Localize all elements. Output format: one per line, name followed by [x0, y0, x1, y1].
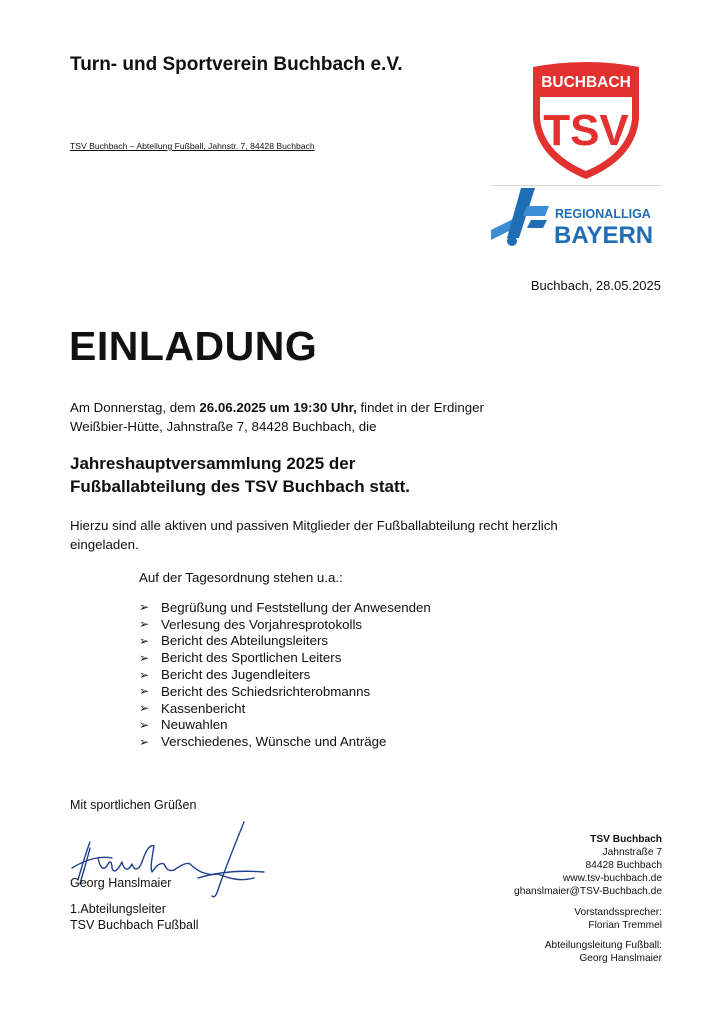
- agenda-item: [139, 633, 431, 650]
- contact-org: TSV Buchbach: [590, 834, 662, 845]
- agenda-item-text: Bericht des Abteilungsleiters: [161, 633, 329, 649]
- spacer: [514, 898, 662, 906]
- contact-block: [514, 833, 662, 965]
- arrow-bullet-icon: ➢: [139, 617, 150, 632]
- regionalliga-bayern-logo: [491, 186, 663, 248]
- contact-website: www.tsv-buchbach.de: [562, 873, 662, 884]
- spacer: [514, 932, 662, 939]
- signatory-role-line2: TSV Buchbach Fußball: [70, 918, 199, 932]
- signatory-role: [70, 901, 199, 933]
- intro-date-time: 26.06.2025 um 19:30 Uhr,: [199, 400, 357, 415]
- arrow-bullet-icon: ➢: [139, 633, 150, 648]
- league-logo-line2: BAYERN: [554, 222, 654, 248]
- club-name: Turn- und Sportverein Buchbach e.V.: [70, 54, 403, 75]
- agenda-item: [139, 666, 431, 683]
- assembly-title: [70, 452, 550, 498]
- arrow-bullet-icon: ➢: [139, 600, 150, 615]
- closing-greeting: Mit sportlichen Grüßen: [70, 798, 197, 812]
- intro-text-1: Am Donnerstag, dem: [70, 400, 200, 415]
- arrow-bullet-icon: ➢: [139, 667, 150, 682]
- assembly-title-line1: Jahreshauptversammlung 2025 der: [70, 454, 356, 473]
- club-logo-top-text: BUCHBACH: [541, 74, 631, 91]
- arrow-bullet-icon: ➢: [139, 734, 150, 749]
- signatory-role-line1: 1.Abteilungsleiter: [70, 902, 166, 916]
- league-logo-line1: REGIONALLIGA: [555, 207, 651, 221]
- letter-date: Buchbach, 28.05.2025: [530, 278, 661, 293]
- sender-address-line: TSV Buchbach – Abteilung Fußball, Jahnstr. 7, 84428 Buchbach: [70, 141, 315, 151]
- agenda-intro: Auf der Tagesordnung stehen u.a.:: [139, 570, 343, 585]
- headline: EINLADUNG: [69, 323, 318, 369]
- agenda-item-text: Verschiedenes, Wünsche und Anträge: [161, 734, 387, 750]
- agenda-item-text: Begrüßung und Feststellung der Anwesenden: [161, 599, 431, 615]
- tsv-buchbach-logo: [527, 59, 645, 181]
- agenda-item: [139, 717, 431, 734]
- club-logo-main-text: TSV: [543, 106, 629, 155]
- speaker-label: Vorstandssprecher:: [574, 907, 662, 918]
- contact-street: Jahnstraße 7: [602, 847, 662, 858]
- agenda-item: [139, 616, 431, 633]
- agenda-item-text: Bericht des Sportlichen Leiters: [161, 650, 342, 666]
- contact-email: ghanslmaier@TSV-Buchbach.de: [514, 886, 662, 897]
- agenda-item: [139, 700, 431, 717]
- agenda-item: [139, 683, 431, 700]
- arrow-bullet-icon: ➢: [139, 717, 150, 732]
- agenda-item-text: Kassenbericht: [161, 700, 246, 716]
- arrow-bullet-icon: ➢: [139, 701, 150, 716]
- intro-paragraph: [70, 398, 540, 436]
- regionalliga-emblem-icon: [491, 188, 549, 246]
- intro-text-2: findet in der Erdinger Weißbier-Hütte, Jahnstraße 7, 84428 Buchbach, die: [70, 400, 484, 434]
- arrow-bullet-icon: ➢: [139, 684, 150, 699]
- department-head-name: Georg Hanslmaier: [579, 953, 662, 964]
- agenda-list: [139, 599, 431, 750]
- agenda-item-text: Bericht des Jugendleiters: [161, 667, 311, 683]
- signatory-name: Georg Hanslmaier: [70, 876, 172, 890]
- agenda-item-text: Verlesung des Vorjahresprotokolls: [161, 616, 363, 632]
- agenda-item: [139, 649, 431, 666]
- agenda-item-text: Bericht des Schiedsrichterobmanns: [161, 683, 371, 699]
- agenda-item: [139, 599, 431, 616]
- speaker-name: Florian Tremmel: [588, 920, 662, 931]
- invite-paragraph: Hierzu sind alle aktiven und passiven Mitglieder der Fußballabteilung recht herzlich eingeladen.: [70, 518, 558, 552]
- contact-city: 84428 Buchbach: [585, 860, 662, 871]
- agenda-item-text: Neuwahlen: [161, 717, 228, 733]
- assembly-title-line2: Fußballabteilung des TSV Buchbach statt.: [70, 477, 411, 496]
- agenda-item: [139, 733, 431, 750]
- department-label: Abteilungsleitung Fußball:: [544, 940, 662, 951]
- arrow-bullet-icon: ➢: [139, 650, 150, 665]
